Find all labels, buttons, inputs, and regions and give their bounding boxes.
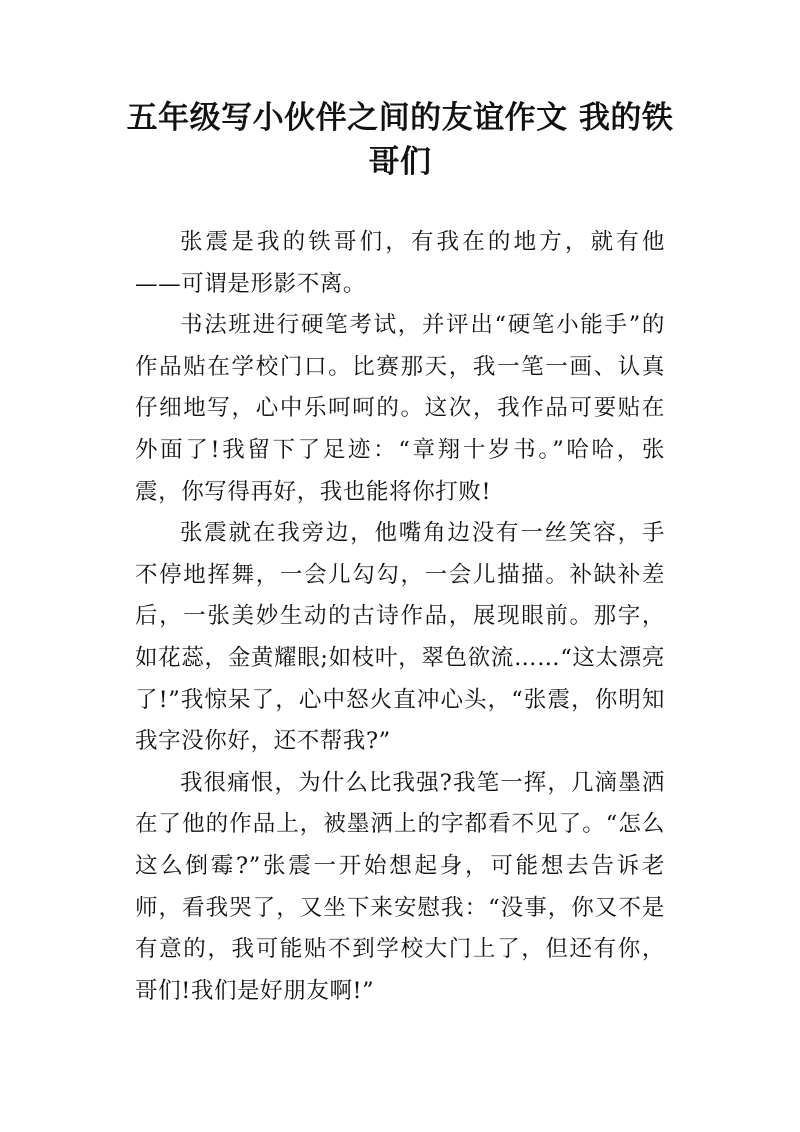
document-title: 五年级写小伙伴之间的友谊作文 我的铁哥们 — [126, 100, 674, 180]
paragraph-1: 张震是我的铁哥们，有我在的地方，就有他——可谓是形影不离。 — [135, 229, 665, 297]
paragraph-4: 我很痛恨，为什么比我强?我笔一挥，几滴墨洒在了他的作品上，被墨洒上的字都看不见了。“怎么这么倒霉?”张震一开始想起身，可能想去告诉老师，看我哭了，又坐下来安慰我：“没事，你又不是有意的，我可能贴不到学校大门上了，但还有你，哥们!我们是好朋友啊!” — [135, 769, 665, 1004]
paragraph-2: 书法班进行硬笔考试，并评出“硬笔小能手”的作品贴在学校门口。比赛那天，我一笔一画、认真仔细地写，心中乐呵呵的。这次，我作品可要贴在外面了!我留下了足迹：“章翔十岁书。”哈哈，张震，你写得再好，我也能将你打败! — [135, 312, 665, 505]
paragraph-3: 张震就在我旁边，他嘴角边没有一丝笑容，手不停地挥舞，一会儿勾勾，一会儿描描。补缺补差后，一张美妙生动的古诗作品，展现眼前。那字，如花蕊，金黄耀眼;如枝叶，翠色欲流……“这太漂亮了!”我惊呆了，心中怒火直冲心头，“张震，你明知我字没你好，还不帮我?” — [135, 520, 665, 755]
document-body — [135, 222, 665, 1012]
